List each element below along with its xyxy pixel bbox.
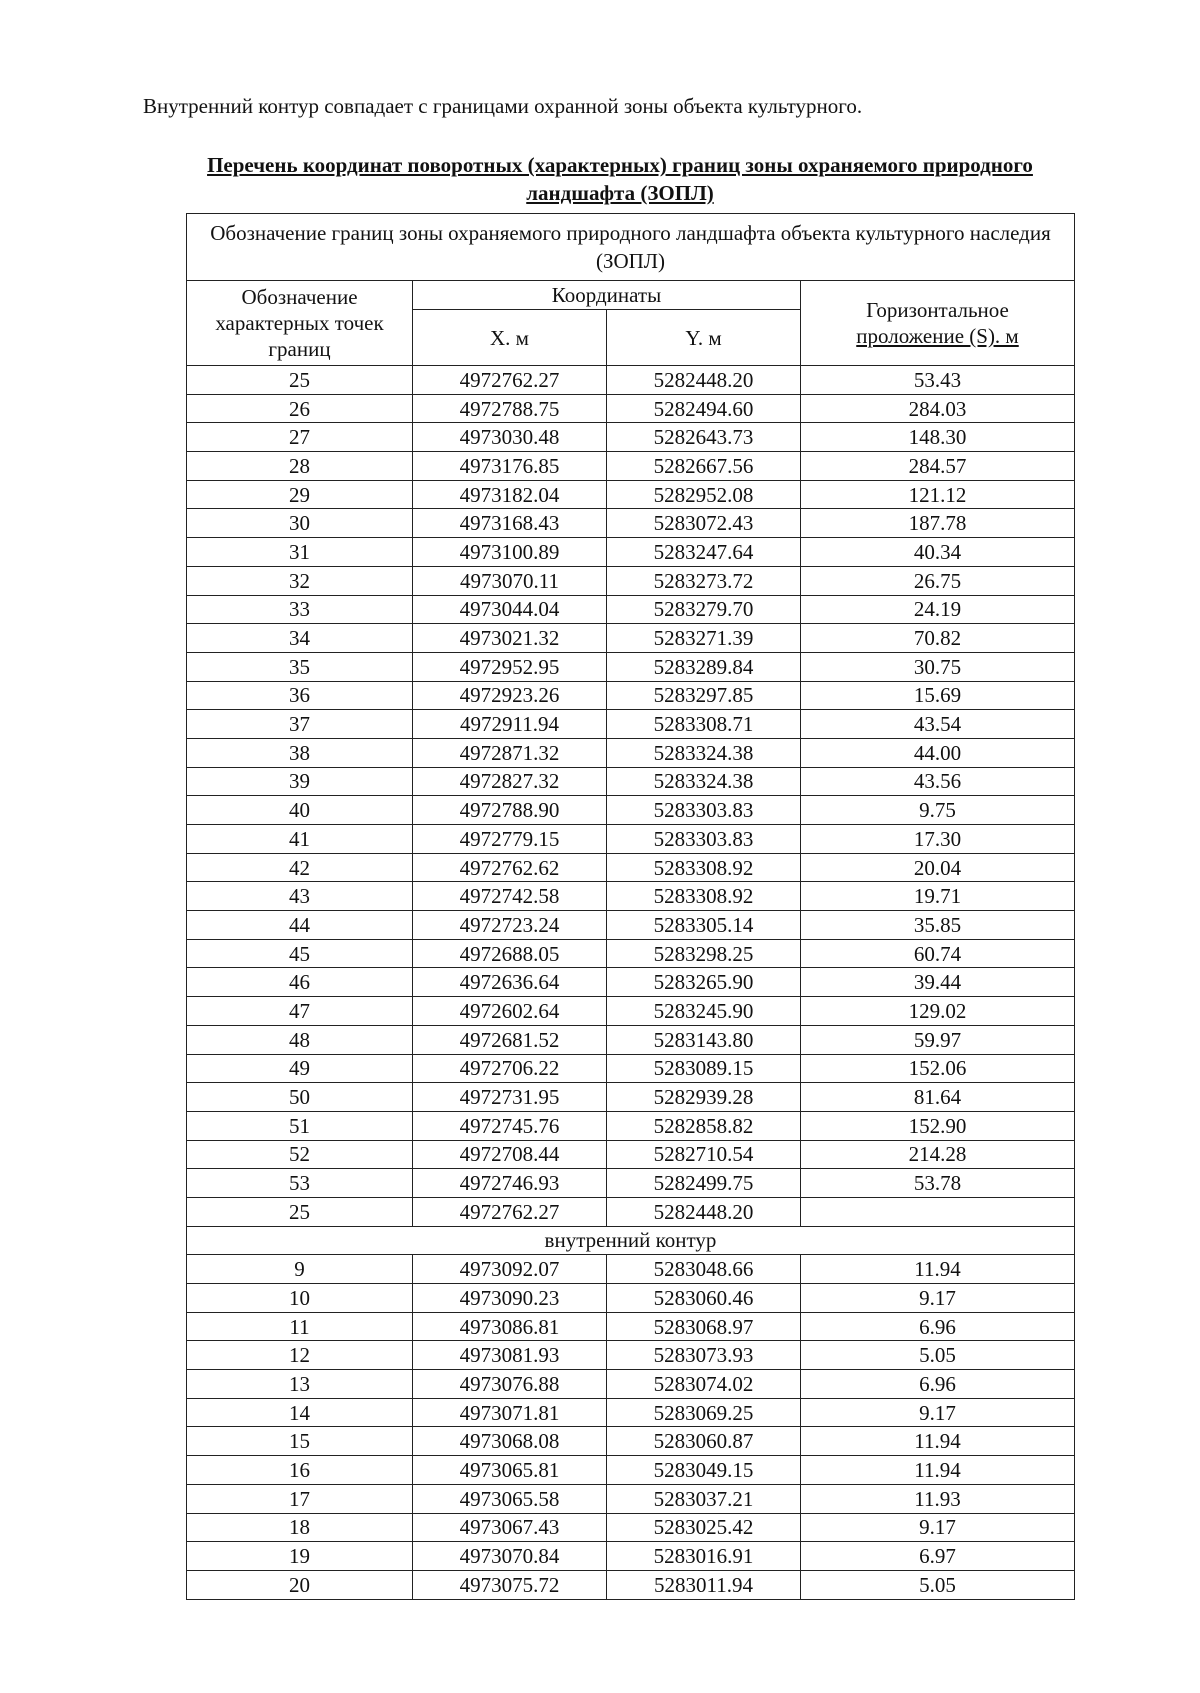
cell-x: 4972952.95 (413, 652, 607, 681)
cell-point: 52 (187, 1140, 413, 1169)
cell-y: 5283048.66 (607, 1255, 801, 1284)
cell-s: 35.85 (801, 911, 1075, 940)
cell-point: 39 (187, 767, 413, 796)
cell-y: 5283324.38 (607, 738, 801, 767)
cell-x: 4972708.44 (413, 1140, 607, 1169)
cell-s: 11.94 (801, 1255, 1075, 1284)
table-row (187, 939, 1075, 968)
cell-x: 4973090.23 (413, 1284, 607, 1313)
cell-point: 43 (187, 882, 413, 911)
cell-y: 5283298.25 (607, 939, 801, 968)
cell-x: 4973075.72 (413, 1570, 607, 1599)
cell-x: 4973076.88 (413, 1370, 607, 1399)
cell-x: 4973092.07 (413, 1255, 607, 1284)
cell-x: 4973081.93 (413, 1341, 607, 1370)
cell-s: 129.02 (801, 997, 1075, 1026)
cell-s: 9.17 (801, 1398, 1075, 1427)
cell-x: 4972923.26 (413, 681, 607, 710)
table-row (187, 1111, 1075, 1140)
cell-s: 81.64 (801, 1083, 1075, 1112)
cell-s: 148.30 (801, 423, 1075, 452)
table-row (187, 1370, 1075, 1399)
table-row (187, 1341, 1075, 1370)
cell-s: 187.78 (801, 509, 1075, 538)
cell-s: 59.97 (801, 1025, 1075, 1054)
cell-x: 4973044.04 (413, 595, 607, 624)
header-y: Y. м (607, 310, 801, 366)
coordinates-table (186, 213, 1075, 1600)
cell-s: 284.03 (801, 394, 1075, 423)
cell-y: 5283089.15 (607, 1054, 801, 1083)
cell-y: 5283245.90 (607, 997, 801, 1026)
table-row (187, 1255, 1075, 1284)
cell-y: 5282710.54 (607, 1140, 801, 1169)
cell-x: 4972788.75 (413, 394, 607, 423)
cell-s: 11.93 (801, 1484, 1075, 1513)
table-row (187, 1398, 1075, 1427)
table-row (187, 911, 1075, 940)
table-row (187, 480, 1075, 509)
cell-x: 4972742.58 (413, 882, 607, 911)
cell-x: 4973100.89 (413, 538, 607, 567)
table-row (187, 767, 1075, 796)
table-row (187, 452, 1075, 481)
cell-y: 5283143.80 (607, 1025, 801, 1054)
table-row (187, 1197, 1075, 1226)
cell-x: 4972723.24 (413, 911, 607, 940)
cell-s: 43.56 (801, 767, 1075, 796)
intro-paragraph: Внутренний контур совпадает с границами охранной зоны объекта культурного. (143, 94, 863, 118)
table-row (187, 624, 1075, 653)
cell-s: 121.12 (801, 480, 1075, 509)
table-row (187, 796, 1075, 825)
cell-s: 284.57 (801, 452, 1075, 481)
cell-point: 50 (187, 1083, 413, 1112)
cell-point: 28 (187, 452, 413, 481)
table-row (187, 538, 1075, 567)
cell-point: 14 (187, 1398, 413, 1427)
table-row (187, 882, 1075, 911)
cell-s: 9.17 (801, 1284, 1075, 1313)
cell-s: 9.75 (801, 796, 1075, 825)
cell-x: 4972745.76 (413, 1111, 607, 1140)
cell-s: 152.06 (801, 1054, 1075, 1083)
cell-y: 5283303.83 (607, 825, 801, 854)
cell-s: 6.96 (801, 1312, 1075, 1341)
cell-s: 24.19 (801, 595, 1075, 624)
heading-line-1: Перечень координат поворотных (характерных) границ зоны охраняемого природного (207, 153, 1033, 177)
cell-y: 5283069.25 (607, 1398, 801, 1427)
cell-x: 4973065.81 (413, 1456, 607, 1485)
cell-s: 5.05 (801, 1570, 1075, 1599)
cell-y: 5283303.83 (607, 796, 801, 825)
cell-y: 5283305.14 (607, 911, 801, 940)
cell-point: 9 (187, 1255, 413, 1284)
heading-line-2: ландшафта (ЗОПЛ) (526, 181, 714, 205)
cell-point: 32 (187, 566, 413, 595)
cell-s: 44.00 (801, 738, 1075, 767)
cell-y: 5283279.70 (607, 595, 801, 624)
cell-x: 4972762.62 (413, 853, 607, 882)
cell-s (801, 1197, 1075, 1226)
table-row (187, 1484, 1075, 1513)
cell-x: 4972762.27 (413, 1197, 607, 1226)
cell-y: 5283271.39 (607, 624, 801, 653)
cell-x: 4972681.52 (413, 1025, 607, 1054)
cell-y: 5283265.90 (607, 968, 801, 997)
cell-point: 17 (187, 1484, 413, 1513)
inner-contour-label: внутренний контур (187, 1226, 1075, 1255)
cell-y: 5282448.20 (607, 366, 801, 395)
table-row (187, 1456, 1075, 1485)
document-heading (120, 151, 1120, 207)
cell-x: 4972762.27 (413, 366, 607, 395)
header-s-line-1: Горизонтальное (866, 298, 1009, 322)
table-row (187, 825, 1075, 854)
cell-x: 4973070.84 (413, 1542, 607, 1571)
cell-y: 5282939.28 (607, 1083, 801, 1112)
cell-s: 214.28 (801, 1140, 1075, 1169)
cell-y: 5282667.56 (607, 452, 801, 481)
cell-y: 5283049.15 (607, 1456, 801, 1485)
table-row (187, 1312, 1075, 1341)
inner-contour-row (187, 1226, 1075, 1255)
cell-x: 4973021.32 (413, 624, 607, 653)
cell-point: 19 (187, 1542, 413, 1571)
table-row (187, 1284, 1075, 1313)
cell-s: 53.78 (801, 1169, 1075, 1198)
cell-point: 10 (187, 1284, 413, 1313)
cell-point: 12 (187, 1341, 413, 1370)
cell-x: 4973068.08 (413, 1427, 607, 1456)
cell-y: 5282643.73 (607, 423, 801, 452)
cell-s: 20.04 (801, 853, 1075, 882)
table-row (187, 1054, 1075, 1083)
cell-x: 4972871.32 (413, 738, 607, 767)
cell-y: 5283074.02 (607, 1370, 801, 1399)
cell-s: 6.97 (801, 1542, 1075, 1571)
cell-point: 31 (187, 538, 413, 567)
table-caption: Обозначение границ зоны охраняемого природного ландшафта объекта культурного наследия (ЗОПЛ) (187, 214, 1075, 281)
cell-s: 40.34 (801, 538, 1075, 567)
cell-y: 5283011.94 (607, 1570, 801, 1599)
cell-point: 37 (187, 710, 413, 739)
cell-s: 39.44 (801, 968, 1075, 997)
cell-s: 9.17 (801, 1513, 1075, 1542)
cell-s: 6.96 (801, 1370, 1075, 1399)
cell-x: 4972731.95 (413, 1083, 607, 1112)
cell-point: 42 (187, 853, 413, 882)
cell-y: 5282499.75 (607, 1169, 801, 1198)
cell-point: 49 (187, 1054, 413, 1083)
cell-y: 5282858.82 (607, 1111, 801, 1140)
cell-y: 5283289.84 (607, 652, 801, 681)
cell-y: 5283037.21 (607, 1484, 801, 1513)
cell-point: 46 (187, 968, 413, 997)
table-row (187, 1025, 1075, 1054)
table-row (187, 595, 1075, 624)
table-row (187, 509, 1075, 538)
table-row (187, 853, 1075, 882)
cell-s: 60.74 (801, 939, 1075, 968)
table-row (187, 423, 1075, 452)
cell-point: 25 (187, 1197, 413, 1226)
cell-x: 4973176.85 (413, 452, 607, 481)
header-point-designation: Обозначение характерных точек границ (187, 281, 413, 366)
cell-y: 5283308.92 (607, 853, 801, 882)
cell-point: 30 (187, 509, 413, 538)
cell-point: 35 (187, 652, 413, 681)
cell-x: 4972911.94 (413, 710, 607, 739)
cell-point: 51 (187, 1111, 413, 1140)
cell-y: 5283068.97 (607, 1312, 801, 1341)
cell-point: 15 (187, 1427, 413, 1456)
cell-x: 4973168.43 (413, 509, 607, 538)
cell-s: 17.30 (801, 825, 1075, 854)
cell-point: 26 (187, 394, 413, 423)
cell-x: 4973030.48 (413, 423, 607, 452)
table-row (187, 394, 1075, 423)
cell-x: 4972706.22 (413, 1054, 607, 1083)
cell-y: 5283324.38 (607, 767, 801, 796)
cell-point: 20 (187, 1570, 413, 1599)
cell-x: 4972636.64 (413, 968, 607, 997)
cell-s: 43.54 (801, 710, 1075, 739)
cell-s: 53.43 (801, 366, 1075, 395)
cell-x: 4973086.81 (413, 1312, 607, 1341)
cell-point: 38 (187, 738, 413, 767)
cell-s: 11.94 (801, 1427, 1075, 1456)
cell-y: 5283297.85 (607, 681, 801, 710)
cell-point: 47 (187, 997, 413, 1026)
cell-point: 48 (187, 1025, 413, 1054)
table-row (187, 1570, 1075, 1599)
cell-point: 16 (187, 1456, 413, 1485)
cell-s: 5.05 (801, 1341, 1075, 1370)
table-row (187, 968, 1075, 997)
cell-point: 34 (187, 624, 413, 653)
header-x: X. м (413, 310, 607, 366)
header-horizontal-distance (801, 281, 1075, 366)
table-row (187, 1542, 1075, 1571)
cell-y: 5283308.92 (607, 882, 801, 911)
cell-x: 4973070.11 (413, 566, 607, 595)
cell-x: 4973071.81 (413, 1398, 607, 1427)
cell-x: 4972602.64 (413, 997, 607, 1026)
cell-y: 5283073.93 (607, 1341, 801, 1370)
cell-x: 4972788.90 (413, 796, 607, 825)
cell-point: 11 (187, 1312, 413, 1341)
cell-y: 5282494.60 (607, 394, 801, 423)
cell-s: 70.82 (801, 624, 1075, 653)
cell-y: 5282448.20 (607, 1197, 801, 1226)
cell-y: 5283308.71 (607, 710, 801, 739)
cell-x: 4973182.04 (413, 480, 607, 509)
cell-s: 152.90 (801, 1111, 1075, 1140)
cell-s: 15.69 (801, 681, 1075, 710)
cell-y: 5283247.64 (607, 538, 801, 567)
cell-y: 5283025.42 (607, 1513, 801, 1542)
cell-y: 5283060.46 (607, 1284, 801, 1313)
cell-y: 5282952.08 (607, 480, 801, 509)
cell-s: 19.71 (801, 882, 1075, 911)
cell-s: 30.75 (801, 652, 1075, 681)
cell-point: 18 (187, 1513, 413, 1542)
table-row (187, 1513, 1075, 1542)
cell-s: 11.94 (801, 1456, 1075, 1485)
cell-point: 40 (187, 796, 413, 825)
cell-y: 5283060.87 (607, 1427, 801, 1456)
table-row (187, 681, 1075, 710)
cell-y: 5283016.91 (607, 1542, 801, 1571)
cell-point: 27 (187, 423, 413, 452)
cell-point: 41 (187, 825, 413, 854)
table-row (187, 1083, 1075, 1112)
table-row (187, 366, 1075, 395)
cell-x: 4973067.43 (413, 1513, 607, 1542)
cell-point: 13 (187, 1370, 413, 1399)
table-row (187, 1140, 1075, 1169)
cell-point: 53 (187, 1169, 413, 1198)
table-row (187, 738, 1075, 767)
header-s-line-2: проложение (S). м (856, 324, 1019, 348)
cell-point: 29 (187, 480, 413, 509)
table-row (187, 566, 1075, 595)
cell-x: 4973065.58 (413, 1484, 607, 1513)
cell-point: 44 (187, 911, 413, 940)
cell-point: 45 (187, 939, 413, 968)
cell-point: 36 (187, 681, 413, 710)
table-row (187, 710, 1075, 739)
cell-point: 33 (187, 595, 413, 624)
table-row (187, 1427, 1075, 1456)
table-row (187, 652, 1075, 681)
cell-y: 5283273.72 (607, 566, 801, 595)
header-coordinates: Координаты (413, 281, 801, 310)
cell-x: 4972746.93 (413, 1169, 607, 1198)
cell-x: 4972827.32 (413, 767, 607, 796)
cell-y: 5283072.43 (607, 509, 801, 538)
cell-x: 4972779.15 (413, 825, 607, 854)
cell-x: 4972688.05 (413, 939, 607, 968)
cell-s: 26.75 (801, 566, 1075, 595)
table-row (187, 1169, 1075, 1198)
table-row (187, 997, 1075, 1026)
cell-point: 25 (187, 366, 413, 395)
